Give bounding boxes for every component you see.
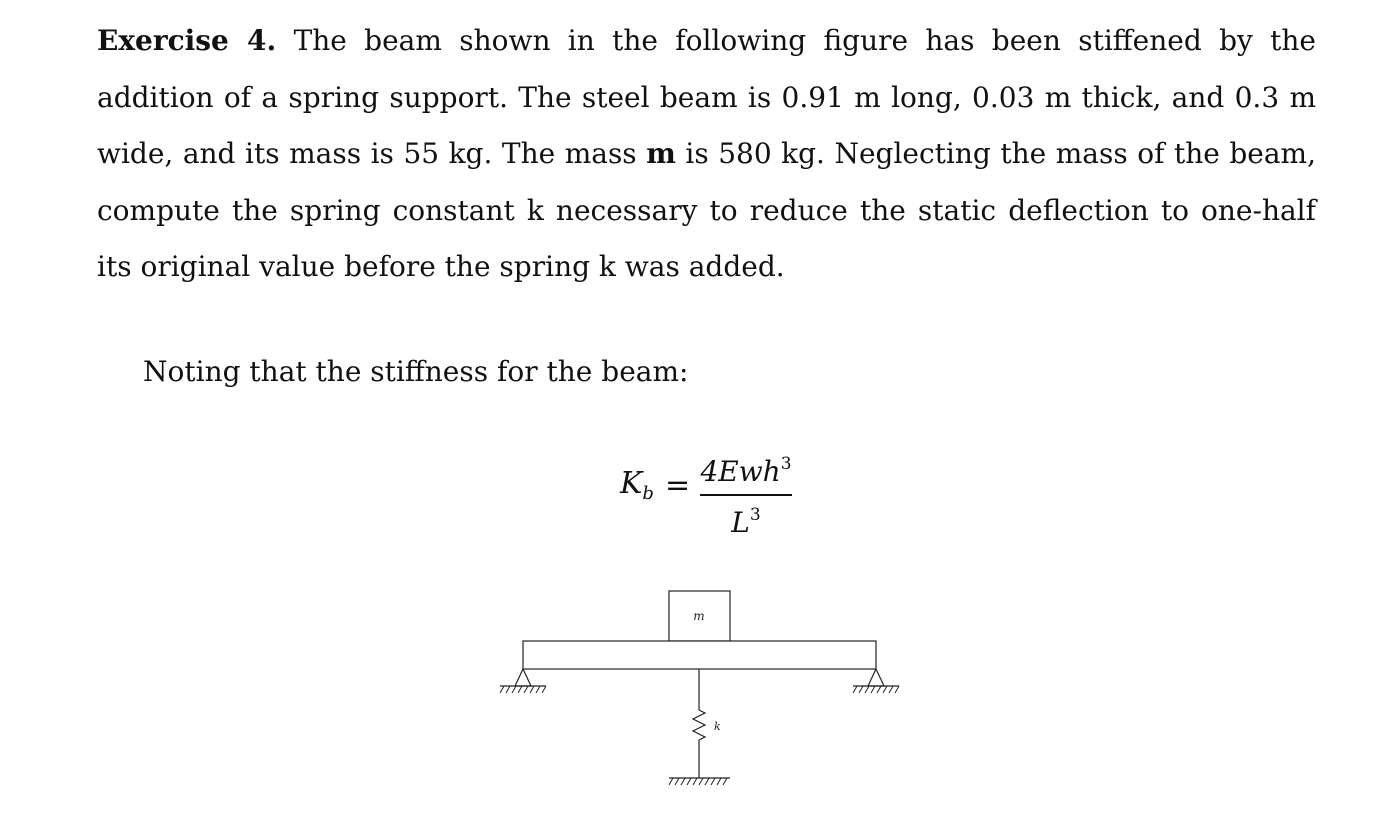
spring-ground xyxy=(669,778,730,785)
equation-numerator-text: 4Ewh xyxy=(700,455,781,488)
spring xyxy=(693,669,705,778)
stiffness-equation xyxy=(600,440,820,539)
equation-fraction xyxy=(700,446,792,540)
equation-equals: = xyxy=(665,468,691,503)
equation-numerator-exponent: 3 xyxy=(780,454,792,474)
equation-denominator-text: L xyxy=(731,505,750,539)
equation-lhs-subscript: b xyxy=(642,483,654,504)
beam xyxy=(523,641,876,669)
exercise-text-part1: The beam shown in the following figure has been stiffened by the addition of a spring support. The steel beam is 0.91 m long, 0.03 m thick, and 0.3 m wide, and its mass is 55 kg. The mass xyxy=(97,24,1316,170)
beam-spring-figure xyxy=(490,580,910,800)
equation-numerator xyxy=(700,446,792,490)
equation-lhs-symbol: K xyxy=(620,466,643,501)
equation-denominator xyxy=(700,498,792,540)
noting-sentence: Noting that the stiffness for the beam: xyxy=(143,355,689,388)
exercise-text-part2: is 580 kg. Neglecting the mass of the beam, compute the spring constant k necessary to reduce the static deflection to one-half its original value before the spring k was added. xyxy=(97,137,1316,283)
equation-lhs xyxy=(620,466,654,504)
spring-label: k xyxy=(714,720,721,733)
right-pin-support xyxy=(853,669,899,693)
mass-block-label: m xyxy=(693,609,705,623)
fraction-bar xyxy=(700,494,792,496)
equation-denominator-exponent: 3 xyxy=(749,504,761,525)
left-pin-support xyxy=(500,669,546,693)
exercise-paragraph xyxy=(97,13,1316,296)
exercise-label: Exercise 4. xyxy=(97,24,277,57)
mass-symbol: m xyxy=(646,137,676,170)
